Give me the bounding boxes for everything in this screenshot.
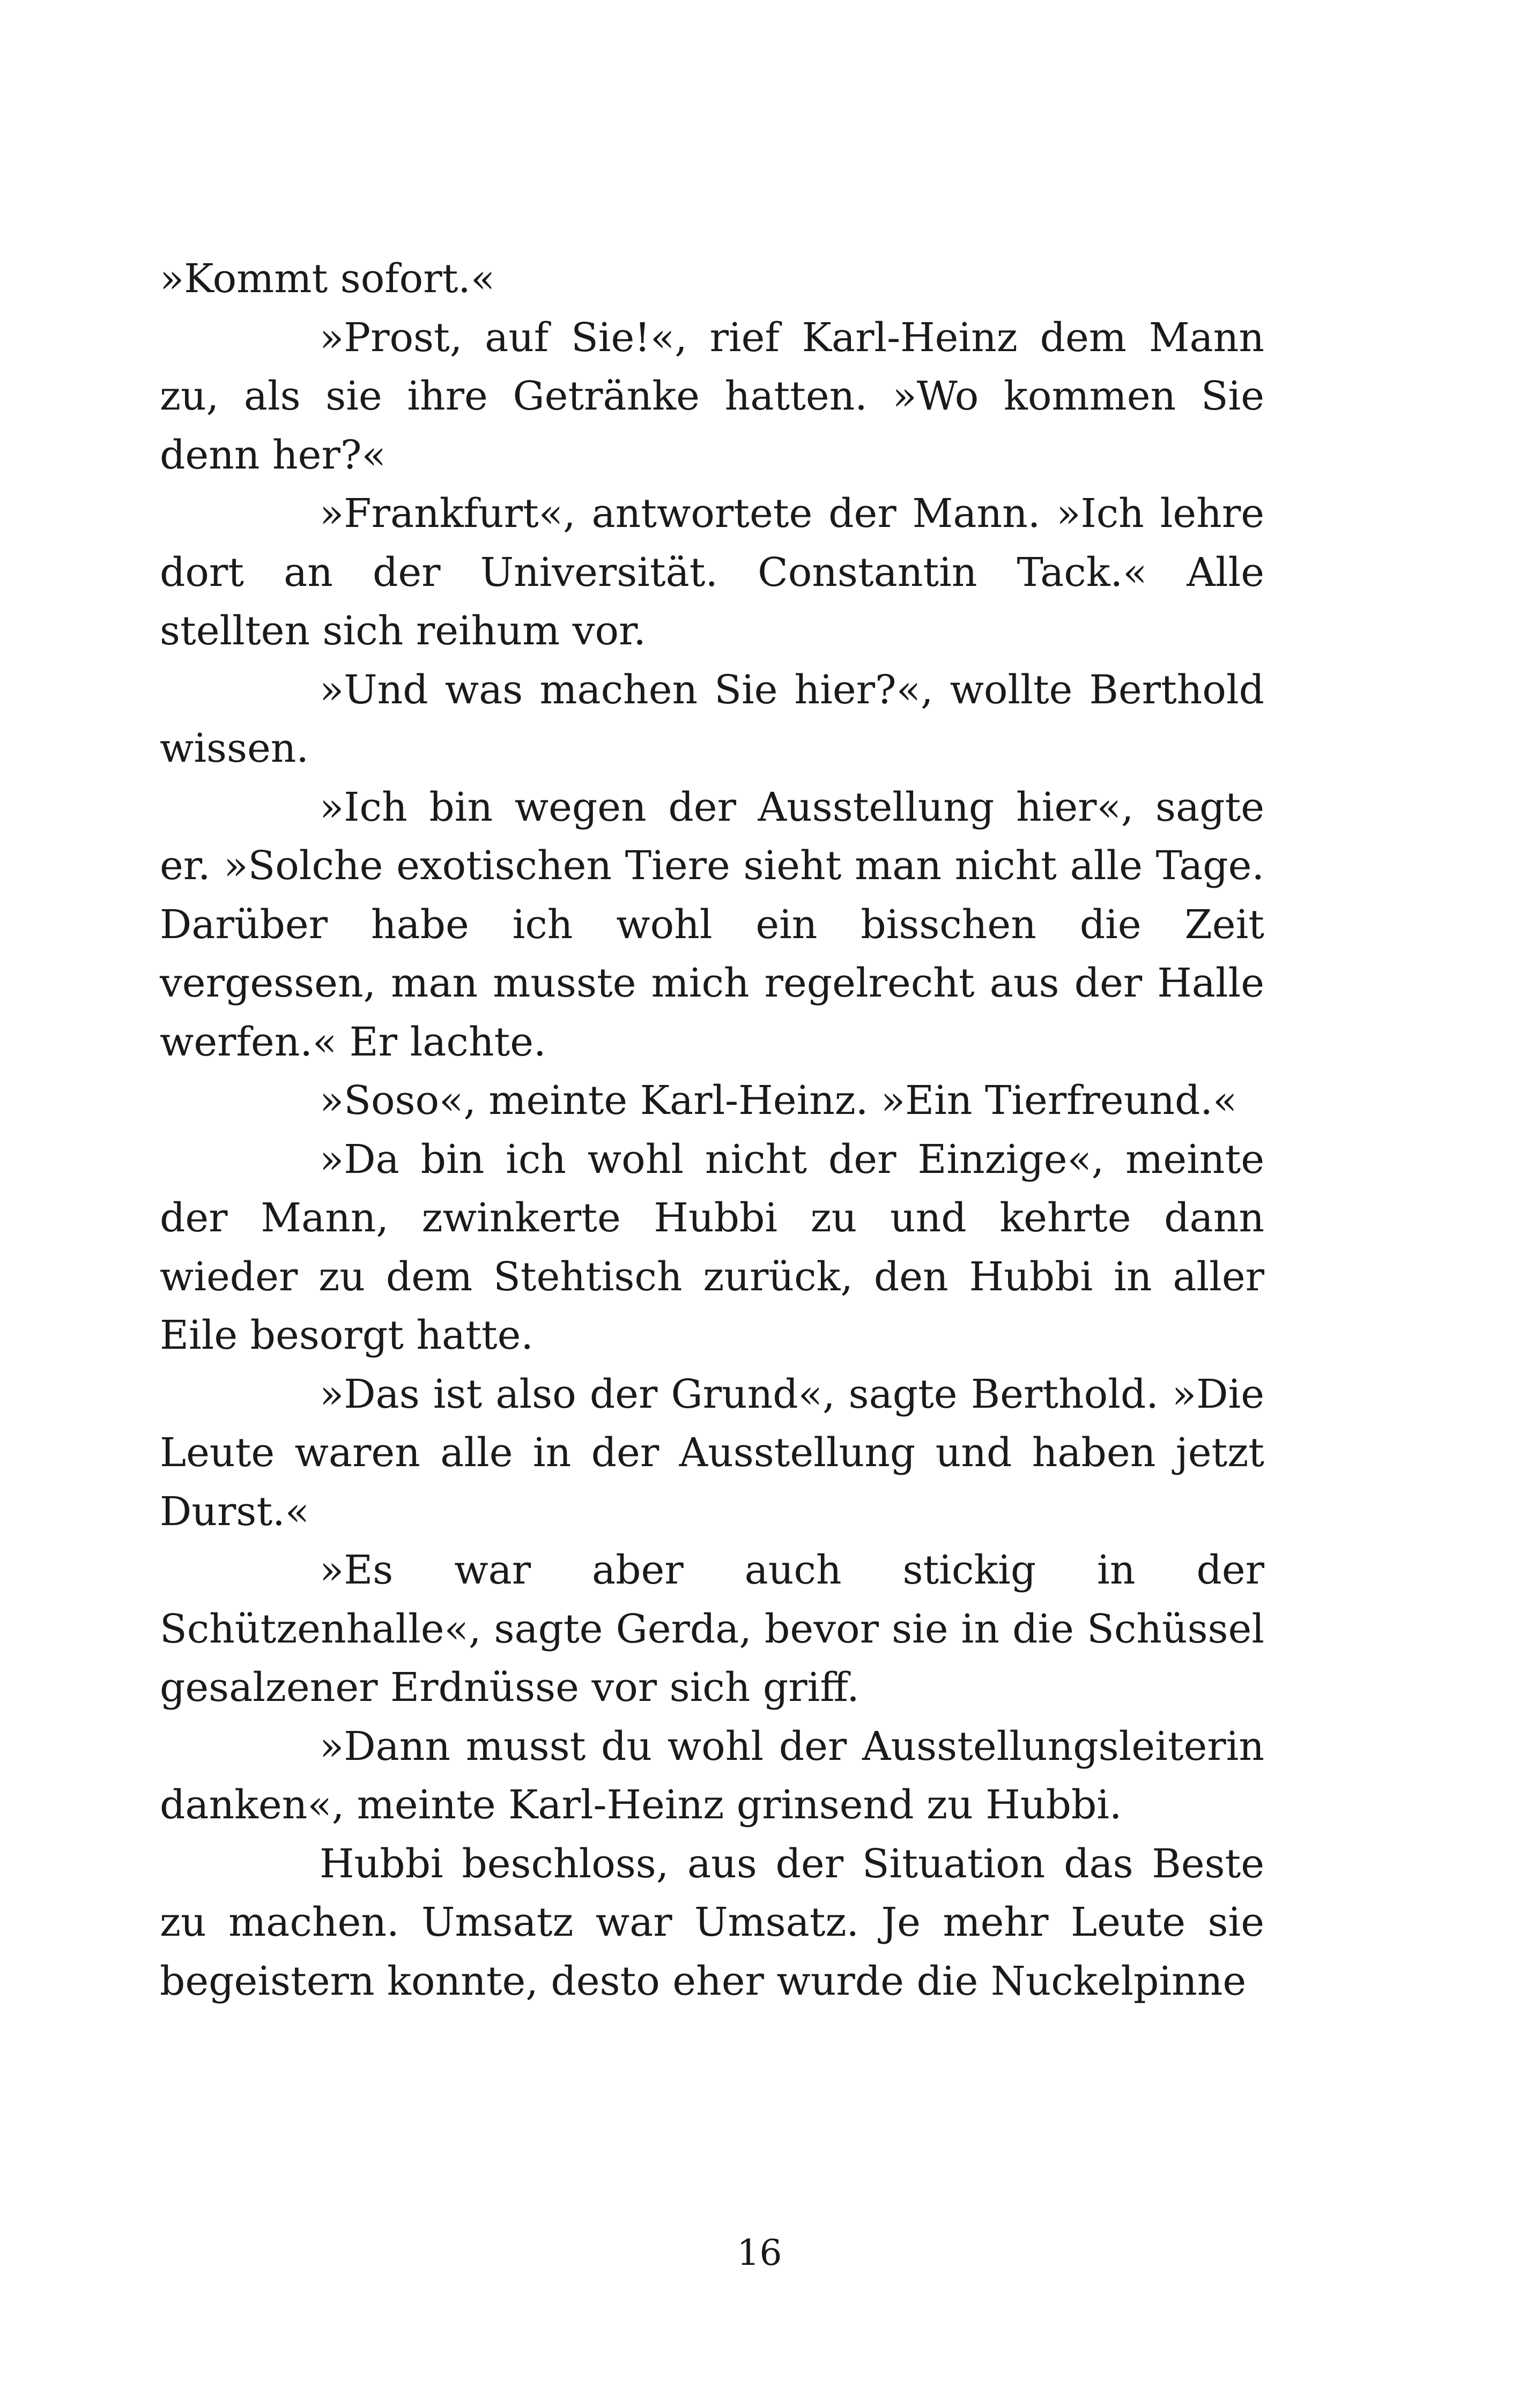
paragraph: »Soso«, meinte Karl-Heinz. »Ein Tierfreund.«: [320, 1077, 1238, 1124]
body-text: [160, 250, 1264, 2011]
paragraph: »Kommt sofort.«: [160, 256, 495, 302]
paragraph: »Dann musst du wohl der Ausstellungsleiterin danken«, meinte Karl-Heinz grinsend zu Hubbi.: [160, 1723, 1264, 1828]
paragraph: Hubbi beschloss, aus der Situation das Beste zu machen. Umsatz war Umsatz. Je mehr Leute sie begeistern konnte, desto eher wurde die Nuckelpinne: [160, 1840, 1264, 2004]
paragraph: »Es war aber auch stickig in der Schützenhalle«, sagte Gerda, bevor sie in die Schüssel gesalzener Erdnüsse vor sich griff.: [160, 1547, 1264, 1711]
paragraph: »Frankfurt«, antwortete der Mann. »Ich lehre dort an der Universität. Constantin Tack.« Alle stellten sich reihum vor.: [160, 490, 1264, 654]
page-number: 16: [737, 2232, 782, 2273]
paragraph: »Das ist also der Grund«, sagte Berthold. »Die Leute waren alle in der Ausstellung und haben jetzt Durst.«: [160, 1371, 1264, 1535]
paragraph: »Prost, auf Sie!«, rief Karl-Heinz dem Mann zu, als sie ihre Getränke hatten. »Wo kommen Sie denn her?«: [160, 314, 1264, 478]
paragraph: »Ich bin wegen der Ausstellung hier«, sagte er. »Solche exotischen Tiere sieht man nicht alle Tage. Darüber habe ich wohl ein bisschen die Zeit vergessen, man musste mich regelrecht aus der Halle werfen.« Er lachte.: [160, 784, 1264, 1065]
paragraph: »Da bin ich wohl nicht der Einzige«, meinte der Mann, zwinkerte Hubbi zu und kehrte dann wieder zu dem Stehtisch zurück, den Hubbi in aller Eile besorgt hatte.: [160, 1136, 1264, 1358]
paragraph: »Und was machen Sie hier?«, wollte Berthold wissen.: [160, 666, 1264, 771]
